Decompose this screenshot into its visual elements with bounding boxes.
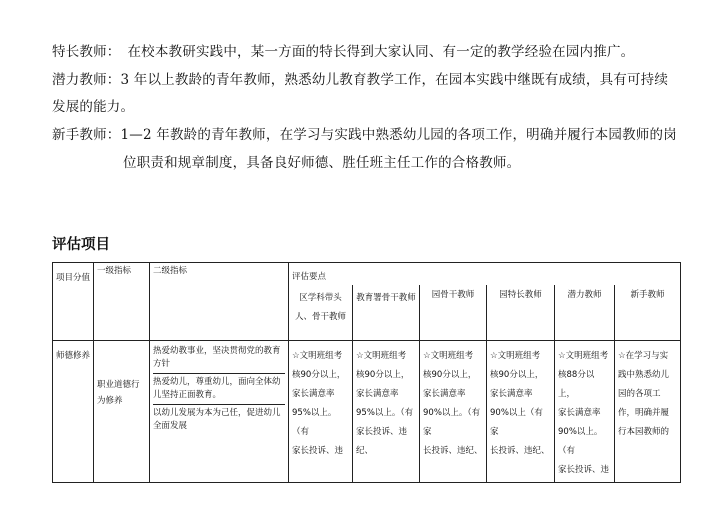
paragraph-potential-teacher: 潜力教师：3 年以上教龄的青年教师，熟悉幼儿教育教学工作，在园本实践中继既有成绩，具有可持续	[52, 72, 669, 88]
cell-points-specialty	[487, 341, 555, 483]
header-project-score: 项目分值	[53, 263, 94, 341]
cell-points-district	[289, 341, 353, 483]
point-line: 家长满意率	[490, 389, 533, 399]
header-level2: 二级指标	[150, 263, 289, 341]
cell-level2	[150, 341, 289, 483]
point-line: 核90分以上，	[490, 370, 544, 380]
point-line: 家长满意率	[292, 389, 335, 399]
point-line: 长投诉、违纪、	[490, 446, 550, 456]
cell-points-new	[615, 341, 681, 483]
paragraph-special-teacher: 特长教师： 在校本教研实践中，某一方面的特长得到大家认同、有一定的教学经验在园内推广。	[52, 44, 635, 60]
header-level1: 一级指标	[94, 263, 150, 341]
header-eval-points: 评估要点	[289, 263, 681, 285]
point-line: ☆文明班组考	[490, 351, 541, 361]
cell-points-potential	[555, 341, 615, 483]
point-line: ☆文明班组考	[292, 351, 343, 361]
point-line: 家长满意率	[356, 389, 399, 399]
paragraph-potential-teacher-cont: 发展的能力。	[52, 99, 135, 115]
level2-item: 以幼儿发展为本为己任，促进幼儿全面发展	[153, 408, 281, 431]
point-line: 家长满意率	[558, 408, 601, 418]
header-specialty-teacher: 园特长教师	[487, 285, 555, 341]
level2-item: 热爱幼儿，尊重幼儿，面向全体幼儿坚持正面教育。	[153, 374, 285, 405]
point-line: 95%以上。（有	[356, 408, 414, 418]
point-line: ☆文明班组考	[558, 351, 609, 361]
point-line: 95%以上。（有	[292, 408, 337, 437]
point-line: 核90分以上，	[356, 370, 410, 380]
point-line: 行本园教师的	[618, 427, 670, 437]
header-bureau-backbone: 教育署骨干教师	[353, 285, 420, 341]
header-school-backbone: 园骨干教师	[420, 285, 487, 341]
point-line: ☆文明班组考	[356, 351, 407, 361]
cell-points-bureau	[353, 341, 420, 483]
point-line: 家长投诉、违纪、	[356, 427, 408, 456]
point-line: ☆在学习与实	[618, 351, 669, 361]
level2-item: 热爱幼教事业，坚决贯彻党的教育方针	[153, 341, 285, 374]
point-line: 家长投诉、违	[292, 446, 344, 456]
cell-points-school	[420, 341, 487, 483]
point-line: 核90分以上，	[423, 370, 477, 380]
point-line: 家长满意率	[423, 389, 466, 399]
header-district-leader: 区学科带头人、骨干教师	[289, 285, 353, 341]
point-line: 90%以上。（有	[558, 427, 603, 456]
point-line: 践中熟悉幼儿	[618, 370, 670, 380]
point-line: 作，明确并履	[618, 408, 670, 418]
header-potential-teacher: 潜力教师	[555, 285, 615, 341]
point-line: 90%以上（有家	[490, 408, 543, 437]
cell-project: 师德修养	[53, 341, 94, 483]
section-title: 评估项目	[52, 237, 110, 253]
cell-level1: 职业道德行为修养	[94, 341, 150, 483]
header-new-teacher: 新手教师	[615, 285, 681, 341]
point-line: ☆文明班组考	[423, 351, 474, 361]
point-line: 90%以上。（有家	[423, 408, 481, 437]
point-line: 长投诉、违纪、	[423, 446, 483, 456]
point-line: 家长投诉、违	[558, 465, 610, 475]
paragraph-new-teacher-cont: 位职责和规章制度，具备良好师德、胜任班主任工作的合格教师。	[123, 155, 521, 171]
evaluation-table	[52, 262, 681, 483]
point-line: 园的各项工	[618, 389, 661, 399]
paragraph-new-teacher: 新手教师：1—2 年教龄的青年教师，在学习与实践中熟悉幼儿园的各项工作，明确并履行本园教师的岗	[52, 127, 677, 143]
point-line: 核90分以上，	[292, 370, 346, 380]
point-line: 核88分以上，	[558, 370, 595, 399]
